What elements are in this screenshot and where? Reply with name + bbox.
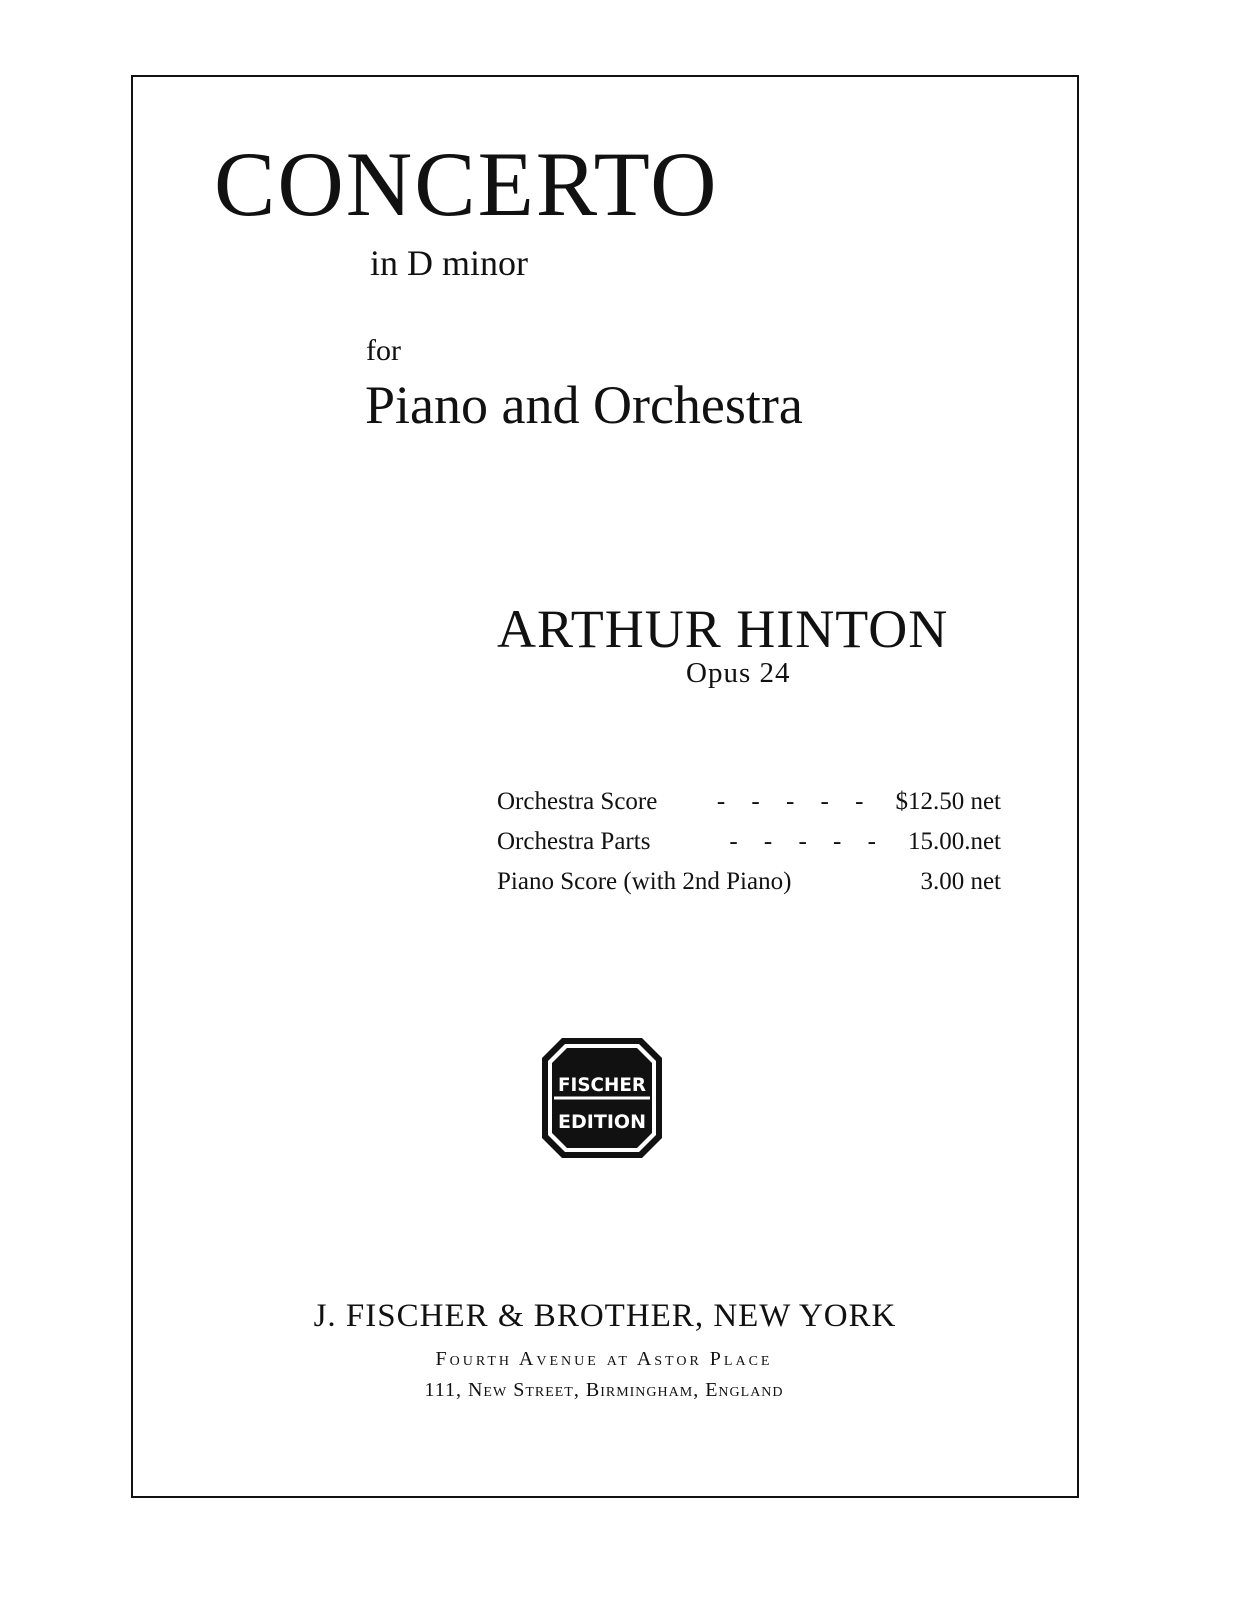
work-title: CONCERTO <box>214 133 719 235</box>
price-row-dashes: - - - - - <box>716 788 874 815</box>
instrumentation: Piano and Orchestra <box>365 375 803 435</box>
svg-text:EDITION: EDITION <box>558 1111 646 1133</box>
price-row-label: Orchestra Score <box>497 788 658 815</box>
price-row-price: $12.50 net <box>895 788 1001 815</box>
work-key: in D minor <box>370 243 528 283</box>
for-label: for <box>366 334 401 367</box>
price-list <box>497 788 1001 908</box>
price-row-dashes: - - - - - <box>729 828 886 855</box>
publisher-address-ny: Fourth Avenue at Astor Place <box>435 1348 773 1370</box>
price-row <box>497 788 1001 828</box>
svg-text:FISCHER: FISCHER <box>558 1074 647 1096</box>
price-row <box>497 868 1001 908</box>
publisher-name: J. FISCHER & BROTHER, NEW YORK <box>313 1298 897 1334</box>
price-row-price: 3.00 net <box>920 868 1001 895</box>
publisher-address-uk: 111, New Street, Birmingham, England <box>424 1379 784 1401</box>
page-border <box>131 75 1079 1498</box>
price-row <box>497 828 1001 868</box>
opus-number: Opus 24 <box>686 657 791 689</box>
fischer-edition-seal-icon <box>540 1036 664 1160</box>
price-row-label: Orchestra Parts <box>497 828 651 855</box>
composer-name: ARTHUR HINTON <box>497 599 949 659</box>
price-row-price: 15.00.net <box>907 828 1001 855</box>
price-row-label: Piano Score (with 2nd Piano) <box>497 868 792 895</box>
